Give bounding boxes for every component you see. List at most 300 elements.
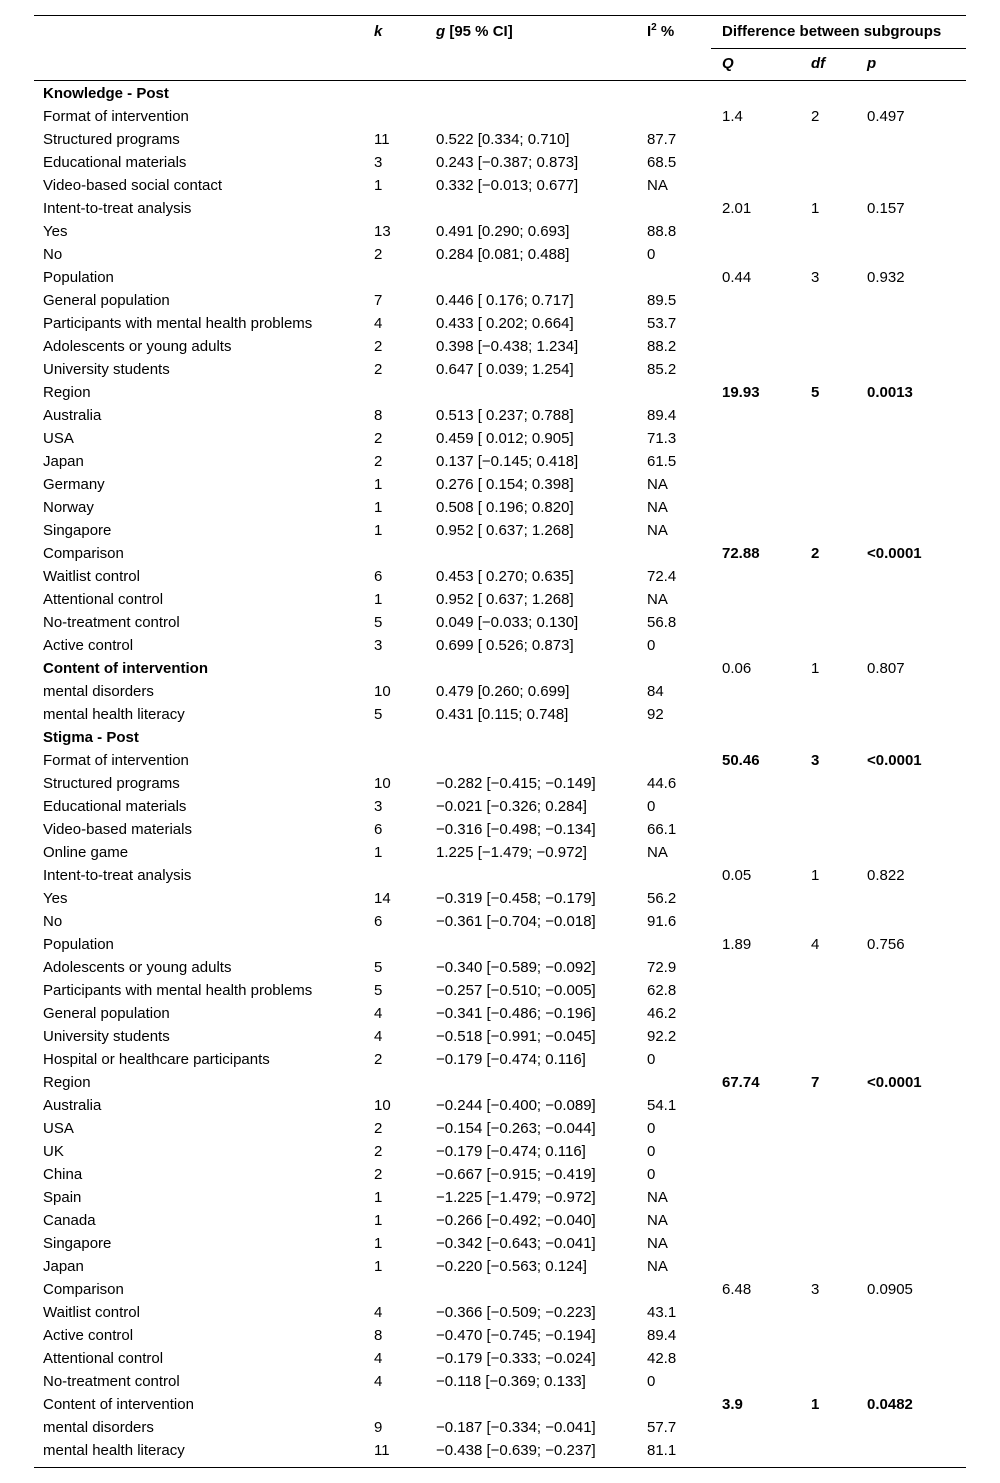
- table-row: [34, 772, 966, 795]
- table-row: [34, 726, 966, 749]
- cell-df: 3: [811, 269, 820, 286]
- cell-i2: NA: [647, 476, 668, 493]
- cell-q: 1.4: [722, 108, 743, 125]
- row-label: Intent-to-treat analysis: [43, 200, 192, 217]
- cell-g-ci: 0.453 [ 0.270; 0.635]: [436, 568, 574, 585]
- table-row: [34, 1255, 966, 1278]
- row-label: No-treatment control: [43, 614, 180, 631]
- cell-g-ci: −0.021 [−0.326; 0.284]: [436, 798, 587, 815]
- cell-i2: 56.2: [647, 890, 677, 907]
- header-i2: $I^2$ %: [647, 22, 675, 40]
- cell-k: 7: [374, 292, 383, 309]
- header-difference-between-subgroups: Difference between subgroups: [722, 23, 942, 40]
- cell-i2: 89.4: [647, 1327, 677, 1344]
- cell-q: 67.74: [722, 1074, 760, 1091]
- cell-k: 1: [374, 1258, 383, 1275]
- table-row: [34, 979, 966, 1002]
- row-label: Japan: [43, 1258, 84, 1275]
- table-row: [34, 611, 966, 634]
- cell-p: <0.0001: [867, 752, 922, 769]
- subheader-rule: [711, 48, 966, 49]
- row-label: Region: [43, 384, 91, 401]
- cell-i2: NA: [647, 591, 668, 608]
- row-label: Germany: [43, 476, 105, 493]
- row-label: University students: [43, 361, 170, 378]
- table-row: [34, 105, 966, 128]
- row-label: No: [43, 913, 63, 930]
- table-row: [34, 128, 966, 151]
- row-label: Intent-to-treat analysis: [43, 867, 192, 884]
- cell-g-ci: −1.225 [−1.479; −0.972]: [436, 1189, 596, 1206]
- cell-k: 1: [374, 1212, 383, 1229]
- cell-k: 1: [374, 177, 383, 194]
- cell-k: 3: [374, 798, 383, 815]
- row-label: Format of intervention: [43, 108, 189, 125]
- cell-q: 0.06: [722, 660, 752, 677]
- cell-g-ci: 1.225 [−1.479; −0.972]: [436, 844, 587, 861]
- table-row: [34, 1278, 966, 1301]
- table-row: [34, 933, 966, 956]
- cell-i2: 0: [647, 1051, 656, 1068]
- cell-i2: 87.7: [647, 131, 677, 148]
- cell-i2: 43.1: [647, 1304, 677, 1321]
- row-label: mental disorders: [43, 1419, 154, 1436]
- table-top-rule: [34, 15, 966, 16]
- cell-i2: 81.1: [647, 1442, 677, 1459]
- table-row: [34, 1416, 966, 1439]
- cell-i2: 54.1: [647, 1097, 677, 1114]
- cell-g-ci: 0.513 [ 0.237; 0.788]: [436, 407, 574, 424]
- cell-g-ci: −0.667 [−0.915; −0.419]: [436, 1166, 596, 1183]
- cell-k: 10: [374, 1097, 391, 1114]
- row-label: Singapore: [43, 522, 112, 539]
- cell-i2: 0: [647, 246, 656, 263]
- row-label: Structured programs: [43, 775, 180, 792]
- table-row: [34, 1393, 966, 1416]
- header-q: Q: [722, 55, 734, 72]
- cell-k: 2: [374, 1166, 383, 1183]
- cell-g-ci: −0.361 [−0.704; −0.018]: [436, 913, 596, 930]
- cell-df: 1: [811, 660, 820, 677]
- row-label: Waitlist control: [43, 568, 140, 585]
- cell-i2: 61.5: [647, 453, 677, 470]
- row-label: Format of intervention: [43, 752, 189, 769]
- table-row: [34, 312, 966, 335]
- row-label: mental disorders: [43, 683, 154, 700]
- table-row: [34, 496, 966, 519]
- cell-g-ci: 0.398 [−0.438; 1.234]: [436, 338, 579, 355]
- cell-g-ci: −0.319 [−0.458; −0.179]: [436, 890, 596, 907]
- row-label: Online game: [43, 844, 129, 861]
- cell-k: 1: [374, 1189, 383, 1206]
- table-row: [34, 749, 966, 772]
- cell-g-ci: −0.154 [−0.263; −0.044]: [436, 1120, 596, 1137]
- header-df: df: [811, 55, 826, 72]
- table-row: [34, 910, 966, 933]
- row-label: Singapore: [43, 1235, 112, 1252]
- cell-g-ci: 0.508 [ 0.196; 0.820]: [436, 499, 574, 516]
- table-row: [34, 358, 966, 381]
- table-row: [34, 381, 966, 404]
- cell-i2: NA: [647, 1212, 668, 1229]
- cell-g-ci: −0.179 [−0.333; −0.024]: [436, 1350, 596, 1367]
- cell-g-ci: 0.433 [ 0.202; 0.664]: [436, 315, 574, 332]
- cell-g-ci: −0.266 [−0.492; −0.040]: [436, 1212, 596, 1229]
- cell-k: 5: [374, 959, 383, 976]
- header-bottom-rule: [34, 80, 966, 81]
- table-row: [34, 887, 966, 910]
- cell-k: 2: [374, 1120, 383, 1137]
- cell-g-ci: 0.243 [−0.387; 0.873]: [436, 154, 579, 171]
- cell-g-ci: −0.341 [−0.486; −0.196]: [436, 1005, 596, 1022]
- row-label: University students: [43, 1028, 170, 1045]
- cell-g-ci: −0.518 [−0.991; −0.045]: [436, 1028, 596, 1045]
- row-label: Stigma - Post: [43, 729, 139, 746]
- cell-i2: 56.8: [647, 614, 677, 631]
- table-row: [34, 404, 966, 427]
- row-label: mental health literacy: [43, 706, 185, 723]
- row-label: Content of intervention: [43, 660, 208, 677]
- cell-q: 50.46: [722, 752, 760, 769]
- cell-df: 7: [811, 1074, 820, 1091]
- cell-g-ci: −0.342 [−0.643; −0.041]: [436, 1235, 596, 1252]
- cell-k: 4: [374, 1350, 383, 1367]
- table-row: [34, 1186, 966, 1209]
- cell-g-ci: 0.276 [ 0.154; 0.398]: [436, 476, 574, 493]
- cell-df: 4: [811, 936, 820, 953]
- cell-k: 6: [374, 913, 383, 930]
- cell-g-ci: −0.438 [−0.639; −0.237]: [436, 1442, 596, 1459]
- row-label: UK: [43, 1143, 64, 1160]
- cell-k: 6: [374, 821, 383, 838]
- cell-k: 10: [374, 775, 391, 792]
- table-row: [34, 220, 966, 243]
- row-label: Participants with mental health problems: [43, 982, 313, 999]
- table-row: [34, 1209, 966, 1232]
- cell-k: 14: [374, 890, 391, 907]
- cell-i2: 62.8: [647, 982, 677, 999]
- cell-df: 3: [811, 752, 820, 769]
- table-row: [34, 1140, 966, 1163]
- row-label: Comparison: [43, 1281, 124, 1298]
- cell-k: 1: [374, 476, 383, 493]
- row-label: Educational materials: [43, 154, 187, 171]
- table-row: [34, 1232, 966, 1255]
- cell-g-ci: 0.446 [ 0.176; 0.717]: [436, 292, 574, 309]
- cell-i2: 92.2: [647, 1028, 677, 1045]
- cell-i2: 0: [647, 1143, 656, 1160]
- cell-k: 9: [374, 1419, 383, 1436]
- cell-i2: 72.4: [647, 568, 677, 585]
- cell-k: 4: [374, 1304, 383, 1321]
- cell-df: 1: [811, 1396, 820, 1413]
- cell-i2: 57.7: [647, 1419, 677, 1436]
- cell-g-ci: 0.332 [−0.013; 0.677]: [436, 177, 579, 194]
- row-label: Video-based materials: [43, 821, 192, 838]
- table-row: [34, 634, 966, 657]
- cell-g-ci: −0.316 [−0.498; −0.134]: [436, 821, 596, 838]
- table-row: [34, 542, 966, 565]
- row-label: Attentional control: [43, 1350, 164, 1367]
- cell-k: 10: [374, 683, 391, 700]
- cell-g-ci: 0.137 [−0.145; 0.418]: [436, 453, 579, 470]
- cell-p: 0.756: [867, 936, 905, 953]
- table-row: [34, 1048, 966, 1071]
- cell-k: 1: [374, 591, 383, 608]
- cell-k: 2: [374, 338, 383, 355]
- row-label: No: [43, 246, 63, 263]
- cell-i2: NA: [647, 844, 668, 861]
- table-row: [34, 151, 966, 174]
- cell-i2: 88.2: [647, 338, 677, 355]
- cell-k: 4: [374, 1028, 383, 1045]
- row-label: Norway: [43, 499, 94, 516]
- cell-q: 19.93: [722, 384, 760, 401]
- table-row: [34, 1439, 966, 1462]
- cell-g-ci: 0.491 [0.290; 0.693]: [436, 223, 570, 240]
- row-label: Canada: [43, 1212, 96, 1229]
- row-label: USA: [43, 430, 74, 447]
- cell-k: 2: [374, 1143, 383, 1160]
- table-row: [34, 1347, 966, 1370]
- table-row: [34, 795, 966, 818]
- cell-k: 5: [374, 982, 383, 999]
- cell-p: 0.157: [867, 200, 905, 217]
- table-row: [34, 427, 966, 450]
- cell-k: 6: [374, 568, 383, 585]
- table-row: [34, 174, 966, 197]
- cell-k: 11: [374, 1442, 390, 1459]
- cell-g-ci: −0.179 [−0.474; 0.116]: [436, 1143, 586, 1160]
- cell-i2: 0: [647, 637, 656, 654]
- table-row: [34, 450, 966, 473]
- row-label: Yes: [43, 890, 68, 907]
- row-label: Population: [43, 269, 114, 286]
- cell-k: 2: [374, 1051, 383, 1068]
- cell-i2: 89.5: [647, 292, 677, 309]
- cell-g-ci: −0.220 [−0.563; 0.124]: [436, 1258, 587, 1275]
- row-label: Adolescents or young adults: [43, 338, 232, 355]
- table-bottom-rule: [34, 1467, 966, 1468]
- cell-i2: NA: [647, 522, 668, 539]
- table-row: [34, 657, 966, 680]
- cell-q: 72.88: [722, 545, 760, 562]
- header-p: p: [867, 55, 877, 72]
- row-label: Spain: [43, 1189, 82, 1206]
- cell-k: 2: [374, 430, 383, 447]
- cell-p: 0.0905: [867, 1281, 913, 1298]
- cell-k: 1: [374, 844, 383, 861]
- cell-g-ci: −0.118 [−0.369; 0.133]: [436, 1373, 586, 1390]
- cell-g-ci: −0.282 [−0.415; −0.149]: [436, 775, 596, 792]
- table-row: [34, 1370, 966, 1393]
- cell-p: 0.0482: [867, 1396, 913, 1413]
- table-row: [34, 289, 966, 312]
- row-label: No-treatment control: [43, 1373, 180, 1390]
- cell-k: 1: [374, 522, 383, 539]
- cell-i2: 66.1: [647, 821, 677, 838]
- table-row: [34, 1163, 966, 1186]
- cell-g-ci: −0.366 [−0.509; −0.223]: [436, 1304, 596, 1321]
- row-label: Japan: [43, 453, 84, 470]
- cell-p: 0.497: [867, 108, 905, 125]
- row-label: China: [43, 1166, 83, 1183]
- cell-p: <0.0001: [867, 1074, 922, 1091]
- table-row: [34, 1025, 966, 1048]
- header-g-ci: g [95 % CI]: [436, 23, 513, 40]
- table-row: [34, 335, 966, 358]
- cell-g-ci: 0.459 [ 0.012; 0.905]: [436, 430, 574, 447]
- row-label: Active control: [43, 637, 134, 654]
- cell-i2: 68.5: [647, 154, 677, 171]
- row-label: Educational materials: [43, 798, 187, 815]
- table-row: [34, 519, 966, 542]
- table-row: [34, 818, 966, 841]
- row-label: Attentional control: [43, 591, 164, 608]
- cell-k: 8: [374, 407, 383, 424]
- cell-i2: 92: [647, 706, 664, 723]
- cell-p: <0.0001: [867, 545, 922, 562]
- cell-i2: NA: [647, 1235, 668, 1252]
- cell-i2: 46.2: [647, 1005, 677, 1022]
- row-label: Comparison: [43, 545, 124, 562]
- cell-q: 3.9: [722, 1396, 743, 1413]
- cell-g-ci: 0.647 [ 0.039; 1.254]: [436, 361, 574, 378]
- cell-df: 1: [811, 867, 820, 884]
- row-label: Population: [43, 936, 114, 953]
- cell-i2: NA: [647, 499, 668, 516]
- cell-i2: 0: [647, 1166, 656, 1183]
- table-row: [34, 841, 966, 864]
- table-row: [34, 703, 966, 726]
- cell-i2: 84: [647, 683, 664, 700]
- cell-p: 0.822: [867, 867, 905, 884]
- row-label: Waitlist control: [43, 1304, 140, 1321]
- cell-k: 1: [374, 1235, 383, 1252]
- cell-g-ci: 0.431 [0.115; 0.748]: [436, 706, 569, 723]
- row-label: Knowledge - Post: [43, 85, 169, 102]
- cell-k: 5: [374, 706, 383, 723]
- table-row: [34, 1002, 966, 1025]
- cell-k: 1: [374, 499, 383, 516]
- cell-k: 3: [374, 637, 383, 654]
- cell-g-ci: 0.952 [ 0.637; 1.268]: [436, 591, 574, 608]
- cell-q: 2.01: [722, 200, 752, 217]
- cell-i2: 0: [647, 1120, 656, 1137]
- table-row: [34, 864, 966, 887]
- cell-df: 2: [811, 545, 820, 562]
- table-row: [34, 1117, 966, 1140]
- row-label: mental health literacy: [43, 1442, 185, 1459]
- cell-k: 4: [374, 315, 383, 332]
- table-row: [34, 266, 966, 289]
- row-label: USA: [43, 1120, 74, 1137]
- cell-g-ci: −0.244 [−0.400; −0.089]: [436, 1097, 596, 1114]
- cell-g-ci: 0.049 [−0.033; 0.130]: [436, 614, 579, 631]
- row-label: Region: [43, 1074, 91, 1091]
- cell-i2: 89.4: [647, 407, 677, 424]
- cell-g-ci: 0.479 [0.260; 0.699]: [436, 683, 570, 700]
- table-row: [34, 243, 966, 266]
- table-row: [34, 197, 966, 220]
- table-row: [34, 1324, 966, 1347]
- cell-g-ci: −0.179 [−0.474; 0.116]: [436, 1051, 586, 1068]
- row-label: Yes: [43, 223, 68, 240]
- cell-i2: 42.8: [647, 1350, 677, 1367]
- table-body: [34, 82, 966, 1462]
- row-label: Active control: [43, 1327, 134, 1344]
- cell-p: 0.807: [867, 660, 905, 677]
- row-label: Australia: [43, 1097, 102, 1114]
- table-row: [34, 1071, 966, 1094]
- cell-k: 2: [374, 246, 383, 263]
- cell-i2: NA: [647, 177, 668, 194]
- cell-g-ci: 0.699 [ 0.526; 0.873]: [436, 637, 574, 654]
- table-row: [34, 956, 966, 979]
- row-label: Australia: [43, 407, 102, 424]
- cell-i2: 44.6: [647, 775, 677, 792]
- cell-i2: 85.2: [647, 361, 677, 378]
- cell-i2: 53.7: [647, 315, 677, 332]
- table-row: [34, 588, 966, 611]
- cell-p: 0.0013: [867, 384, 913, 401]
- cell-k: 4: [374, 1005, 383, 1022]
- table-row: [34, 473, 966, 496]
- cell-i2: 0: [647, 1373, 656, 1390]
- cell-k: 2: [374, 453, 383, 470]
- table-row: [34, 1301, 966, 1324]
- table-row: [34, 82, 966, 105]
- cell-df: 2: [811, 108, 820, 125]
- cell-k: 2: [374, 361, 383, 378]
- row-label: General population: [43, 1005, 170, 1022]
- cell-k: 4: [374, 1373, 383, 1390]
- cell-i2: 72.9: [647, 959, 677, 976]
- cell-df: 1: [811, 200, 820, 217]
- table-row: [34, 680, 966, 703]
- row-label: General population: [43, 292, 170, 309]
- cell-df: 5: [811, 384, 820, 401]
- cell-i2: 0: [647, 798, 656, 815]
- cell-q: 0.05: [722, 867, 752, 884]
- cell-i2: 88.8: [647, 223, 677, 240]
- cell-k: 13: [374, 223, 391, 240]
- cell-df: 3: [811, 1281, 820, 1298]
- cell-g-ci: 0.952 [ 0.637; 1.268]: [436, 522, 574, 539]
- row-label: Structured programs: [43, 131, 180, 148]
- cell-p: 0.932: [867, 269, 905, 286]
- cell-g-ci: −0.257 [−0.510; −0.005]: [436, 982, 596, 999]
- cell-q: 0.44: [722, 269, 752, 286]
- cell-q: 1.89: [722, 936, 752, 953]
- table-row: [34, 1094, 966, 1117]
- cell-g-ci: −0.187 [−0.334; −0.041]: [436, 1419, 596, 1436]
- cell-k: 8: [374, 1327, 383, 1344]
- cell-i2: NA: [647, 1189, 668, 1206]
- table-row: [34, 565, 966, 588]
- cell-i2: NA: [647, 1258, 668, 1275]
- cell-k: 11: [374, 131, 390, 148]
- row-label: Adolescents or young adults: [43, 959, 232, 976]
- cell-i2: 91.6: [647, 913, 677, 930]
- cell-i2: 71.3: [647, 430, 677, 447]
- cell-k: 3: [374, 154, 383, 171]
- cell-g-ci: −0.340 [−0.589; −0.092]: [436, 959, 596, 976]
- cell-g-ci: 0.284 [0.081; 0.488]: [436, 246, 570, 263]
- cell-k: 5: [374, 614, 383, 631]
- cell-q: 6.48: [722, 1281, 752, 1298]
- row-label: Hospital or healthcare participants: [43, 1051, 270, 1068]
